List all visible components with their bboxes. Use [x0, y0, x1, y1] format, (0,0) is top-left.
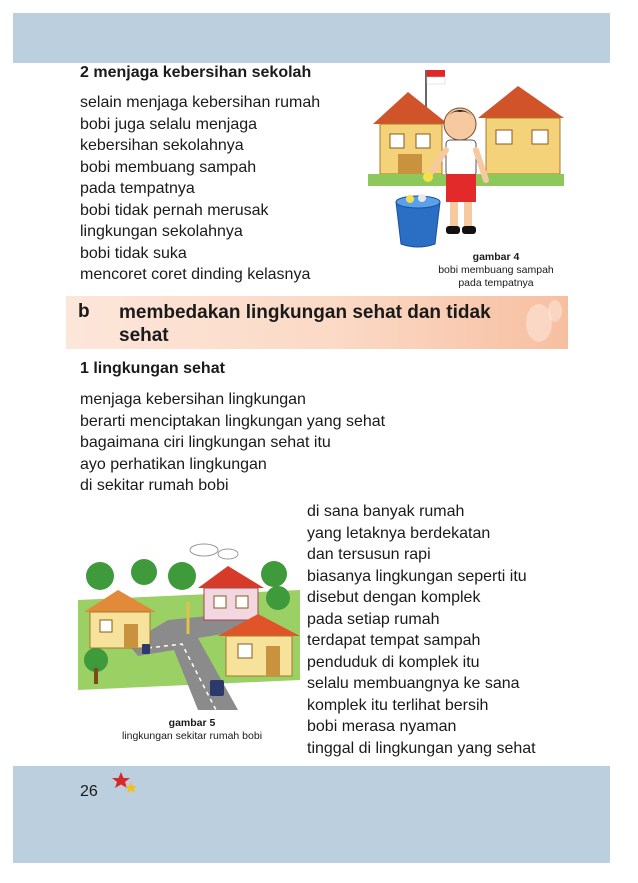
figure-4-illustration: [368, 62, 564, 252]
figure-4-caption: [426, 251, 566, 290]
banner-letter: b: [78, 301, 90, 322]
figure-5-caption-line: lingkungan sekitar rumah bobi: [121, 730, 263, 742]
text-line: komplek itu terlihat bersih: [307, 696, 489, 714]
banner-decoration: [548, 300, 562, 322]
page-number: 26: [80, 783, 98, 800]
text-line: pada tempatnya: [80, 180, 195, 197]
section-title-school: 2 menjaga kebersihan sekolah: [80, 64, 312, 81]
footer-band: [13, 766, 610, 863]
text-line: tinggal di lingkungan yang sehat: [307, 739, 536, 757]
subsection-title-healthy: 1 lingkungan sehat: [80, 360, 225, 377]
text-line: di sekitar rumah bobi: [80, 477, 229, 494]
text-line: dan tersusun rapi: [307, 546, 431, 563]
text-line: lingkungan sekolahnya: [80, 223, 243, 240]
text-line: di sana banyak rumah: [307, 503, 465, 520]
star-icon: [112, 770, 138, 798]
text-line: pada setiap rumah: [307, 610, 440, 628]
text-line: disebut dengan komplek: [307, 589, 481, 606]
text-line: bobi tidak pernah merusak: [80, 201, 269, 219]
text-line: kebersihan sekolahnya: [80, 137, 244, 154]
text-line: selalu membuangnya ke sana: [307, 675, 520, 692]
text-line: terdapat tempat sampah: [307, 632, 481, 649]
text-line: yang letaknya berdekatan: [307, 524, 491, 542]
healthy-text-right: [307, 501, 536, 759]
figure-5-caption: [112, 717, 272, 743]
figure-4-title: gambar 4: [472, 251, 520, 263]
text-line: bobi tidak suka: [80, 244, 187, 262]
text-line: berarti menciptakan lingkungan yang sehat: [80, 412, 386, 430]
text-line: bobi juga selalu menjaga: [80, 115, 258, 133]
text-line: bobi membuang sampah: [80, 158, 257, 176]
section-banner: [66, 296, 568, 349]
figure-4-caption-line: bobi membuang sampah: [438, 264, 554, 276]
text-line: ayo perhatikan lingkungan: [80, 455, 267, 473]
school-text: [80, 92, 320, 286]
text-line: menjaga kebersihan lingkungan: [80, 391, 306, 408]
figure-4-caption-line: pada tempatnya: [458, 277, 534, 289]
text-line: biasanya lingkungan seperti itu: [307, 567, 527, 585]
header-band: [13, 13, 610, 63]
banner-title: membedakan lingkungan sehat dan tidak sehat: [119, 302, 491, 346]
text-line: bobi merasa nyaman: [307, 718, 457, 735]
text-line: mencoret coret dinding kelasnya: [80, 266, 311, 283]
figure-5-title: gambar 5: [168, 717, 216, 729]
text-line: selain menjaga kebersihan rumah: [80, 94, 321, 111]
text-line: bagaimana ciri lingkungan sehat itu: [80, 434, 331, 451]
text-line: penduduk di komplek itu: [307, 653, 480, 671]
figure-5-illustration: [78, 540, 300, 710]
healthy-text: [80, 389, 385, 497]
